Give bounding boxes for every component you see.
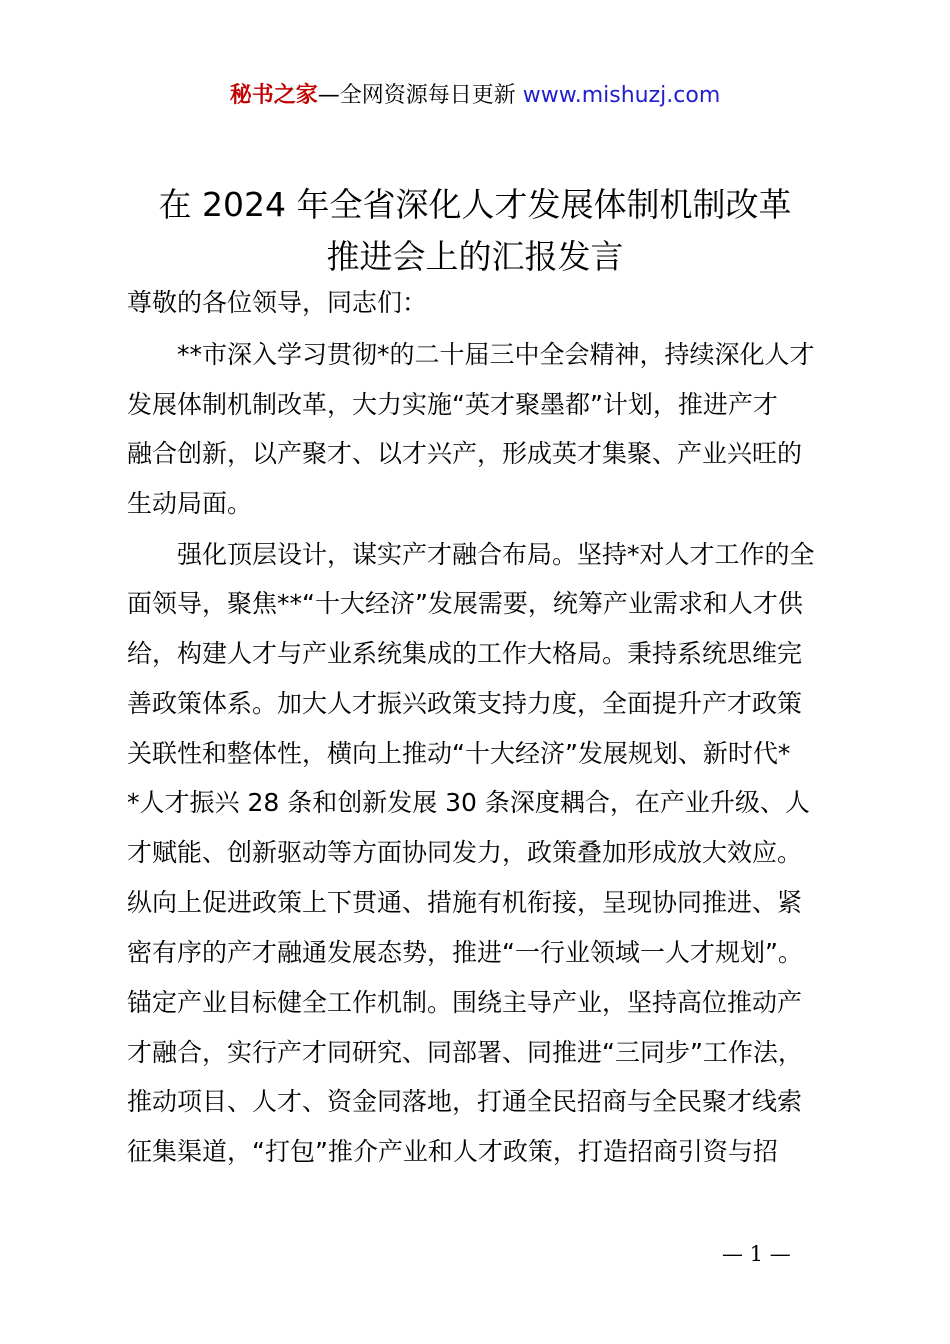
banner-brand: 秘书之家	[229, 83, 318, 108]
body-text-line: 善政策体系。加大人才振兴政策支持力度，全面提升产才政策	[127, 689, 803, 718]
body-text-line: 纵向上促进政策上下贯通、措施有机衔接，呈现协同推进、紧	[127, 888, 803, 917]
site-banner	[0, 80, 950, 112]
body-text-line: 尊敬的各位领导，同志们：	[127, 288, 428, 317]
document-title-line-1: 在 2024 年全省深化人才发展体制机制改革	[158, 185, 792, 224]
body-text-line: 融合创新，以产聚才、以才兴产，形成英才集聚、产业兴旺的	[127, 439, 803, 468]
document-title-line-2: 推进会上的汇报发言	[326, 237, 624, 276]
body-text-line: 锚定产业目标健全工作机制。围绕主导产业，坚持高位推动产	[127, 988, 803, 1017]
body-text-line: 关联性和整体性，横向上推动“十大经济”发展规划、新时代*	[127, 739, 791, 768]
page-number: — 1 —	[722, 1242, 791, 1266]
body-text-line: 密有序的产才融通发展态势，推进“一行业领域一人才规划”。	[127, 938, 803, 967]
body-text-line: 发展体制机制改革，大力实施“英才聚墨都”计划，推进产才	[127, 390, 778, 419]
body-text-line: *人才振兴 28 条和创新发展 30 条深度耦合，在产业升级、人	[127, 788, 810, 817]
body-text-line: 生动局面。	[127, 489, 253, 518]
body-text-line: 才融合，实行产才同研究、同部署、同推进“三同步”工作法，	[127, 1038, 803, 1067]
body-text-line: 面领导，聚焦**“十大经济”发展需要，统筹产业需求和人才供	[127, 589, 803, 618]
body-text-line: 给，构建人才与产业系统集成的工作大格局。秉持系统思维完	[127, 639, 803, 668]
banner-url-link[interactable]: www.mishuzj.com	[522, 83, 721, 108]
banner-tagline: —全网资源每日更新	[317, 83, 523, 108]
body-text-line: 征集渠道，“打包”推介产业和人才政策，打造招商引资与招	[127, 1137, 778, 1166]
body-text-line: 才赋能、创新驱动等方面协同发力，政策叠加形成放大效应。	[127, 838, 803, 867]
body-text-line: **市深入学习贯彻*的二十届三中全会精神，持续深化人才	[127, 340, 815, 369]
body-text-line: 强化顶层设计，谋实产才融合布局。坚持*对人才工作的全	[127, 540, 815, 569]
body-text-line: 推动项目、人才、资金同落地，打通全民招商与全民聚才线索	[127, 1087, 803, 1116]
